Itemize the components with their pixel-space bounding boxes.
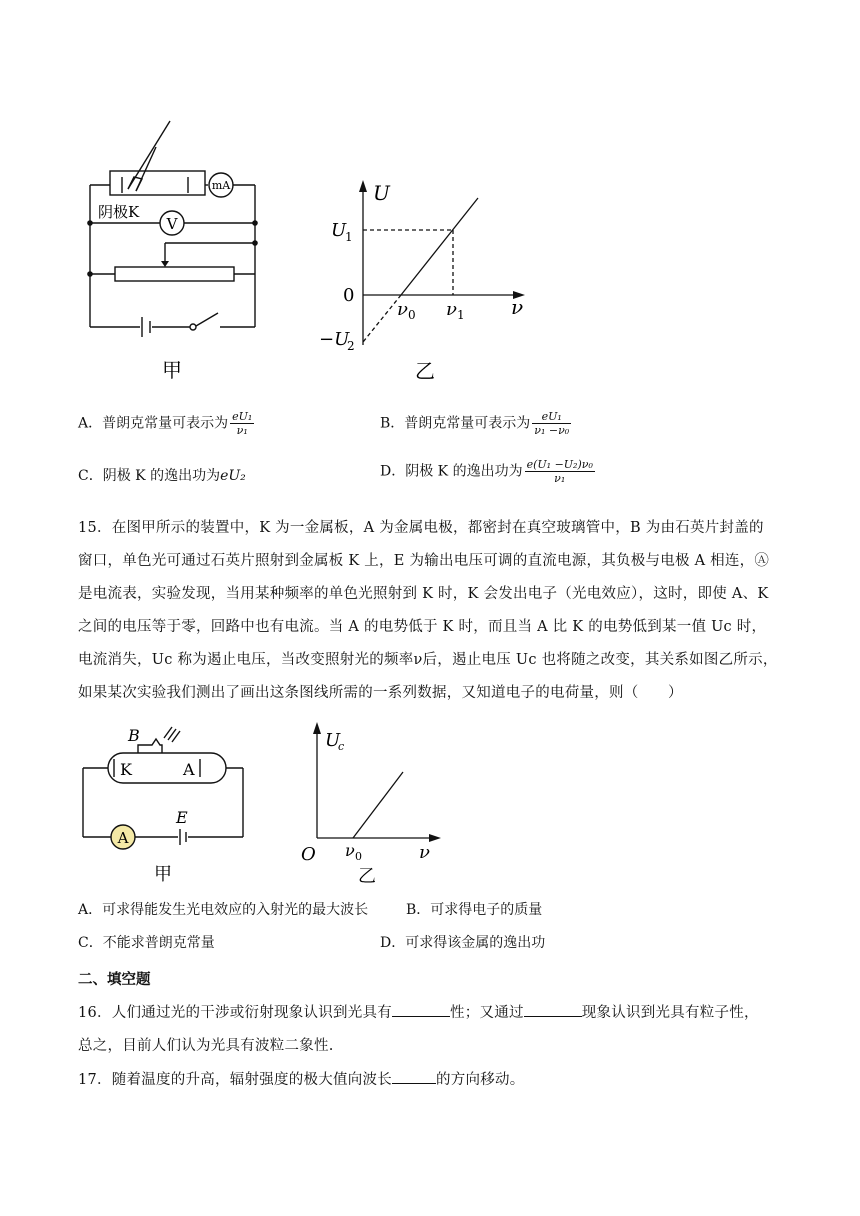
photoelectric-circuit-diagram bbox=[80, 115, 280, 395]
y-tick-neg-u2-sub: 2 bbox=[347, 339, 355, 353]
figure-caption-jia: 甲 bbox=[162, 358, 182, 382]
x-axis-label: ν bbox=[419, 842, 430, 863]
y-tick-u1-sub: 1 bbox=[345, 230, 353, 244]
x-tick-nu0-sub: 0 bbox=[408, 308, 416, 322]
figure-caption-jia: 甲 bbox=[154, 864, 172, 885]
ammeter-label: mA bbox=[211, 179, 231, 192]
q15-option-a[interactable]: A．可求得能发生光电效应的入射光的最大波长 bbox=[78, 902, 369, 918]
x-tick-nu1-sub: 1 bbox=[457, 308, 465, 322]
y-tick-neg-u2: −U bbox=[319, 329, 350, 350]
figure-caption-yi: 乙 bbox=[358, 866, 376, 887]
ammeter-label: A bbox=[117, 829, 129, 847]
x-tick-nu0: ν bbox=[397, 299, 408, 320]
origin-label: 0 bbox=[343, 285, 355, 306]
y-axis-label-sub: c bbox=[338, 740, 345, 753]
y-axis-label: U bbox=[373, 181, 390, 205]
x-tick-nu0: ν bbox=[345, 841, 355, 860]
origin-label: O bbox=[301, 844, 316, 865]
q14-option-c[interactable]: C．阴极 K 的逸出功为eU₂ bbox=[78, 468, 246, 484]
electrode-label-k: K bbox=[120, 760, 132, 779]
q14-option-b[interactable]: B．普朗克常量可表示为 $\frac{\text{eU₁}}{\text{ν₁ −ν₀}}$ bbox=[380, 410, 570, 437]
q14-option-a[interactable]: A．普朗克常量可表示为 $\frac{\text{eU₁}}{\text{ν₁}}$ bbox=[78, 410, 253, 437]
window-label-b: B bbox=[128, 726, 140, 745]
stopping-voltage-graph bbox=[295, 720, 445, 890]
q14-option-d[interactable]: D．阴极 K 的逸出功为 $\frac{\text{e(U₁ −U₂)ν₀}}{\text{ν₁}}$ bbox=[380, 458, 593, 485]
answer-blank[interactable] bbox=[392, 1069, 436, 1084]
y-axis-label: U bbox=[325, 730, 341, 751]
electrode-label-a: A bbox=[183, 760, 195, 779]
q15-option-b[interactable]: B．可求得电子的质量 bbox=[406, 902, 543, 918]
y-tick-u1: U bbox=[331, 220, 347, 241]
answer-blank[interactable] bbox=[524, 1002, 582, 1017]
question-17: 17．随着温度的升高，辐射强度的极大值向波长 的方向移动。 bbox=[78, 1064, 778, 1097]
power-source-label-e: E bbox=[176, 808, 188, 827]
x-tick-nu1: ν bbox=[446, 299, 457, 320]
figure-caption-yi: 乙 bbox=[415, 359, 435, 383]
phototube-circuit-diagram bbox=[78, 725, 253, 890]
section-title: 二、填空题 bbox=[78, 972, 151, 988]
cathode-label: 阴极K bbox=[98, 203, 140, 221]
voltage-frequency-graph bbox=[319, 170, 545, 390]
question-15-text: 15．在图甲所示的装置中，K 为一金属板，A 为金属电极，都密封在真空玻璃管中，B 为由石英片封盖的窗口，单色光可通过石英片照射到金属板 K 上，E 为输出电压可调的直流电源，其负极与电极 A 相连，Ⓐ是电流表，实验发现，当用某种频率的单色光照射到 K 时，K 会发出电子（光电效应），这时，即使 A、K 之间的电压等于零，回路中也有电流。当 A 的电势低于 K 时，而且当 A 比 K 的电势低到某一值 Uc 时，电流消失，Uc 称为遏止电压，当改变照射光的频率ν后，遏止电压 Uc 也将随之改变，其关系如图乙所示，如果某次实验我们测出了画出这条图线所需的一系列数据，又知道电子的电荷量，则（ ） bbox=[78, 520, 778, 701]
q15-option-c[interactable]: C．不能求普朗克常量 bbox=[78, 935, 215, 951]
x-axis-label: ν bbox=[511, 295, 524, 319]
q15-option-d[interactable]: D．可求得该金属的逸出功 bbox=[380, 935, 546, 951]
voltmeter-label: V bbox=[166, 215, 178, 233]
answer-blank[interactable] bbox=[392, 1002, 450, 1017]
x-tick-nu0-sub: 0 bbox=[355, 850, 362, 863]
question-16: 16．人们通过光的干涉或衍射现象认识到光具有 性；又通过 现象认识到光具有粒子性， 总之，目前人们认为光具有波粒二象性. bbox=[78, 997, 778, 1063]
